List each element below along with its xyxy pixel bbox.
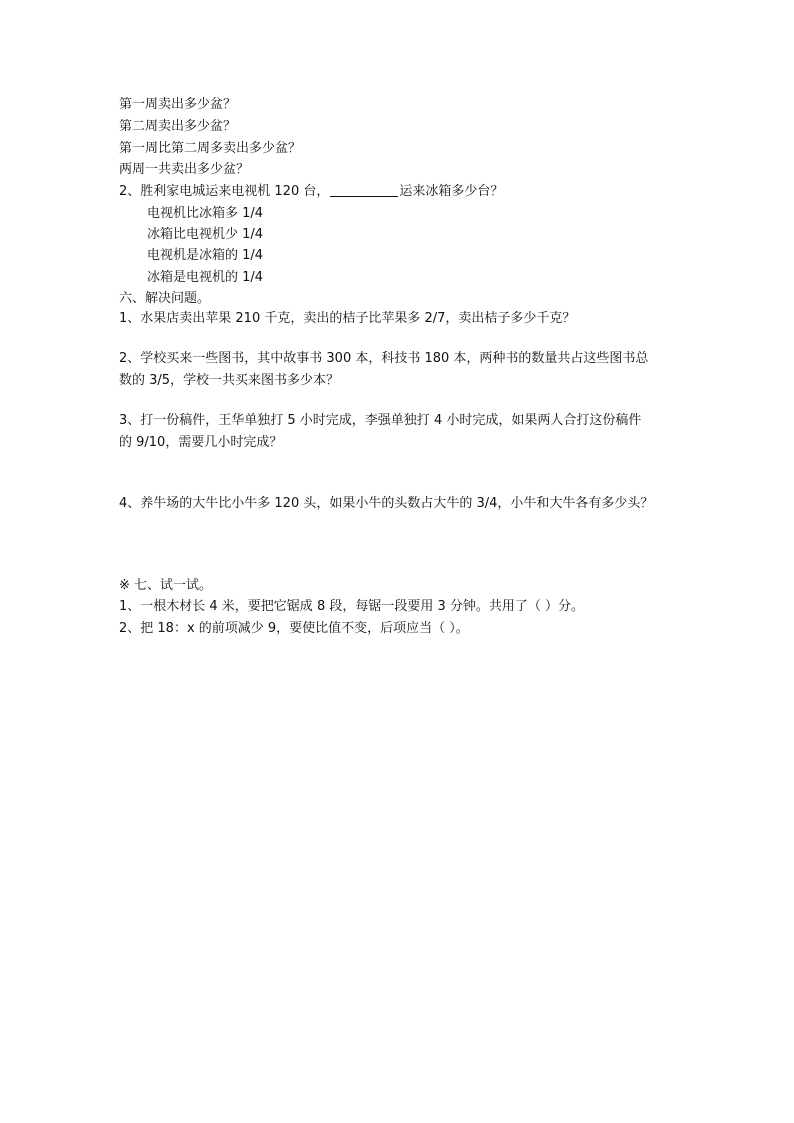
section6-problem-1: 1、水果店卖出苹果 210 千克，卖出的桔子比苹果多 2/7，卖出桔子多少千克？ <box>119 311 576 326</box>
item2-prefix: 2、胜利家电城运来电视机 120 台， <box>119 184 330 199</box>
item2-suffix: 运来冰箱多少台？ <box>399 184 504 199</box>
section6-problem-3-line2: 的 9/10，需要几小时完成？ <box>119 435 283 450</box>
item2-question <box>119 183 503 201</box>
section7-problem-1: 1、一根木材长 4 米，要把它锯成 8 段，每锯一段要用 3 分钟。共用了（ ）分。 <box>119 599 585 614</box>
section7-problem-2: 2、把 18：x 的前项减少 9，要使比值不变，后项应当（ ）。 <box>119 621 469 636</box>
item2-option: 冰箱是电视机的 1/4 <box>147 270 264 285</box>
section6-problem-4: 4、养牛场的大牛比小牛多 120 头，如果小牛的头数占大牛的 3/4，小牛和大牛各有多少头？ <box>119 496 654 511</box>
fill-blank <box>330 184 398 197</box>
question-difference: 第一周比第二周多卖出多少盆？ <box>119 141 302 156</box>
section6-problem-3-line1: 3、打一份稿件，王华单独打 5 小时完成，李强单独打 4 小时完成，如果两人合打这份稿件 <box>119 413 642 428</box>
section6-problem-2-line1: 2、学校买来一些图书，其中故事书 300 本，科技书 180 本，两种书的数量共占这些图书总 <box>119 351 649 366</box>
question-total: 两周一共卖出多少盆？ <box>119 162 250 177</box>
item2-option: 冰箱比电视机少 1/4 <box>147 227 264 242</box>
section6-problem-2-line2: 数的 3/5，学校一共买来图书多少本？ <box>119 373 340 388</box>
item2-option: 电视机比冰箱多 1/4 <box>147 206 264 221</box>
item2-option: 电视机是冰箱的 1/4 <box>147 248 264 263</box>
question-week1: 第一周卖出多少盆？ <box>119 97 237 112</box>
question-week2: 第二周卖出多少盆？ <box>119 119 237 134</box>
section6-title: 六、解决问题。 <box>119 291 211 306</box>
section7-title: ※ 七、试一试。 <box>119 578 213 593</box>
